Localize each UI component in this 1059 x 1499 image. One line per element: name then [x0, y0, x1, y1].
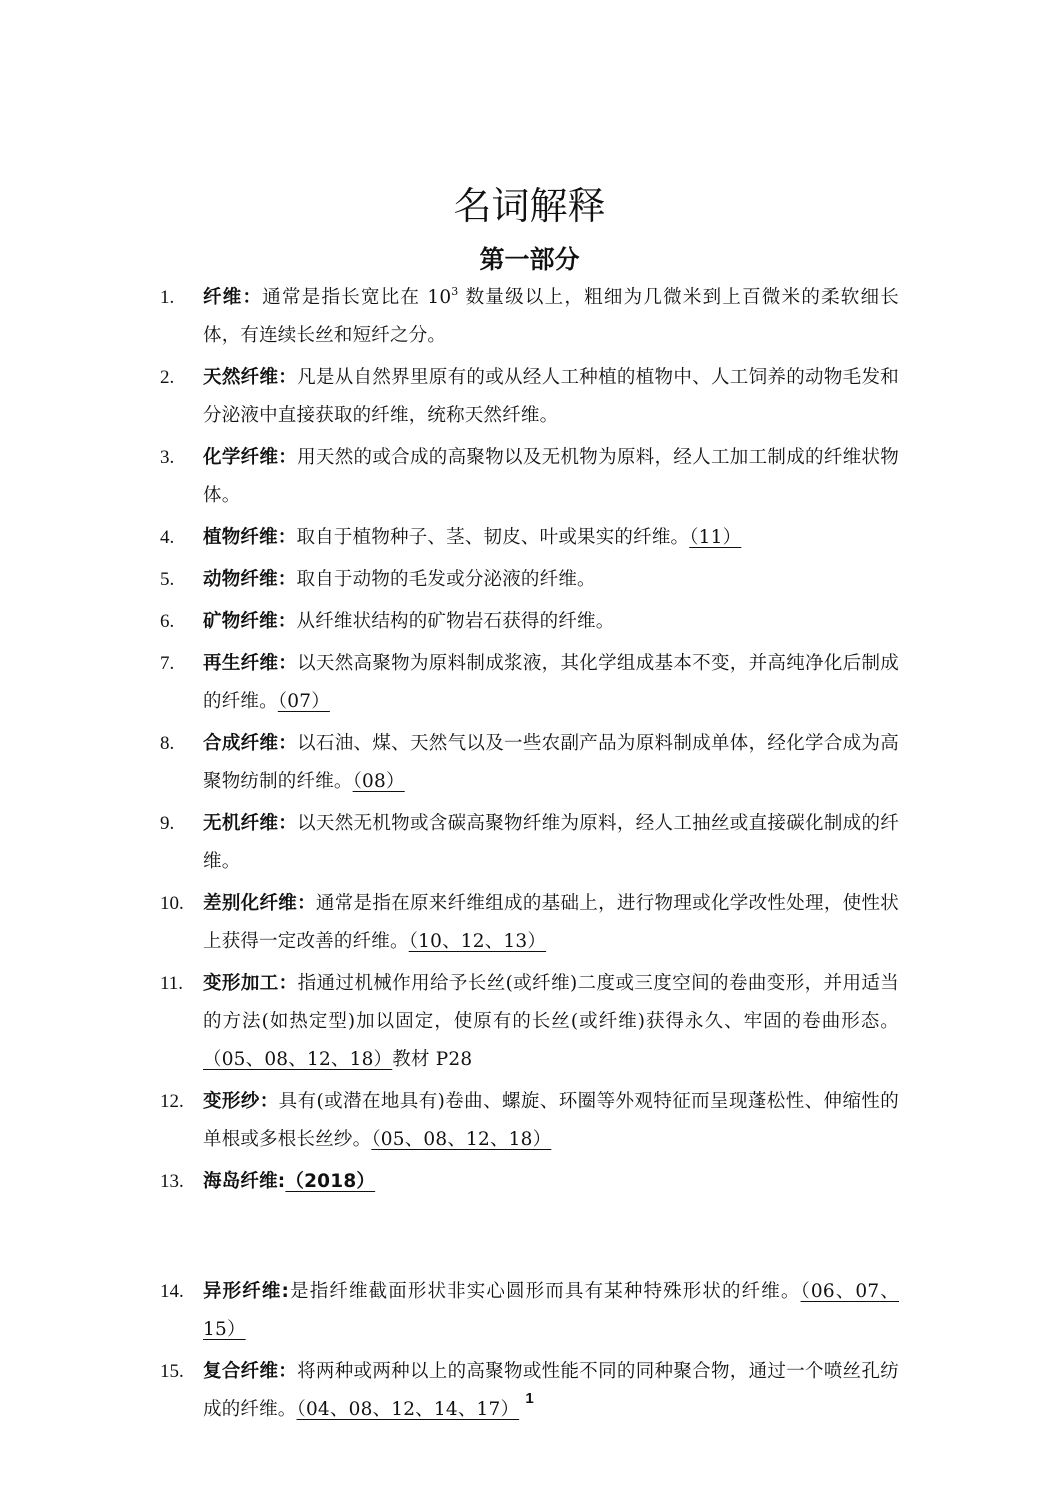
item-number: 6.	[160, 611, 175, 632]
list-item	[0, 439, 899, 515]
item-term: 再生纤维：	[203, 653, 298, 674]
exam-year-ref: （05、08、12、18）	[371, 1129, 552, 1150]
item-term: 复合纤维：	[203, 1361, 298, 1382]
exam-year-ref: （08）	[352, 771, 405, 792]
list-item	[0, 805, 899, 881]
item-number: 12.	[160, 1091, 184, 1112]
exam-year-ref: （2018）	[285, 1171, 376, 1192]
item-number: 4.	[160, 527, 175, 548]
item-body: 具有(或潜在地具有)卷曲、螺旋、环圈等外观特征而呈现蓬松性、伸缩性的单根或多根长丝纱。	[203, 1091, 899, 1150]
exam-year-ref: （11）	[689, 527, 742, 548]
list-item	[0, 603, 899, 641]
item-body: 取自于植物种子、茎、韧皮、叶或果实的纤维。	[296, 527, 690, 548]
list-item	[0, 359, 899, 435]
item-text	[203, 359, 899, 435]
item-body: 用天然的或合成的高聚物以及无机物为原料，经人工加工制成的纤维状物体。	[203, 447, 899, 506]
page-number: 1	[525, 1390, 534, 1407]
item-body: 是指纤维截面形状非实心圆形而具有某种特殊形状的纤维。	[289, 1281, 801, 1302]
item-body: 数量级以上，粗细为几微米到上百微米的柔软细长体，有连续长丝和短纤之分。	[203, 287, 900, 346]
item-text	[203, 603, 899, 641]
item-text	[203, 561, 899, 599]
list-item	[0, 279, 899, 355]
item-text	[203, 645, 899, 721]
item-body: 通常是指长宽比在 10	[262, 287, 452, 308]
item-term: 差别化纤维：	[203, 893, 316, 914]
list-item	[0, 645, 899, 721]
superscript: 3	[451, 285, 459, 298]
blank-space	[0, 1205, 1059, 1273]
item-term: 海岛纤维:	[203, 1171, 286, 1192]
item-body: 以石油、煤、天然气以及一些农副产品为原料制成单体，经化学合成为高聚物纺制的纤维。	[203, 733, 899, 792]
item-number: 5.	[160, 569, 175, 590]
item-body: 通常是指在原来纤维组成的基础上，进行物理或化学改性处理，使性状上获得一定改善的纤维。	[203, 893, 900, 952]
item-term: 动物纤维：	[203, 569, 297, 590]
item-term: 无机纤维：	[203, 813, 298, 834]
item-number: 10.	[160, 893, 184, 914]
item-text	[203, 1163, 899, 1201]
item-number: 11.	[160, 973, 184, 994]
item-text	[203, 805, 899, 881]
term-list	[0, 279, 1059, 1433]
item-body: 取自于动物的毛发或分泌液的纤维。	[296, 569, 596, 590]
item-term: 植物纤维：	[203, 527, 297, 548]
item-term: 异形纤维:	[203, 1281, 290, 1302]
item-term: 变形加工：	[203, 973, 298, 994]
exam-year-ref: （07）	[277, 691, 330, 712]
item-text	[203, 1273, 899, 1349]
item-text	[203, 1083, 899, 1159]
item-text	[203, 725, 899, 801]
page-title: 名词解释	[453, 184, 606, 228]
list-item	[0, 1273, 899, 1349]
section-heading: 第一部分	[479, 245, 580, 274]
item-text	[203, 885, 899, 961]
item-term: 化学纤维：	[203, 447, 298, 468]
item-term: 纤维：	[203, 287, 263, 308]
list-item	[0, 519, 899, 557]
item-body: 指通过机械作用给予长丝(或纤维)二度或三度空间的卷曲变形，并用适当的方法(如热定型)加以固定，使原有的长丝(或纤维)获得永久、牢固的卷曲形态。	[203, 973, 899, 1032]
item-number: 8.	[160, 733, 175, 754]
exam-year-ref: （05、08、12、18）	[203, 1049, 393, 1070]
item-body: 以天然高聚物为原料制成浆液，其化学组成基本不变，并高纯净化后制成的纤维。	[203, 653, 899, 712]
list-item	[0, 561, 899, 599]
item-number: 13.	[160, 1171, 184, 1192]
list-item	[0, 1083, 899, 1159]
list-item	[0, 1163, 899, 1201]
item-number: 15.	[160, 1361, 184, 1382]
item-text	[203, 965, 899, 1079]
list-item	[0, 725, 899, 801]
item-number: 9.	[160, 813, 175, 834]
item-number: 14.	[160, 1281, 184, 1302]
item-term: 变形纱：	[203, 1091, 279, 1112]
list-item	[0, 965, 899, 1079]
list-item	[0, 885, 899, 961]
item-term: 天然纤维：	[203, 367, 298, 388]
item-number: 1.	[160, 287, 175, 308]
item-number: 2.	[160, 367, 175, 388]
item-text	[203, 279, 899, 355]
item-term: 合成纤维：	[203, 733, 298, 754]
item-number: 3.	[160, 447, 175, 468]
exam-year-ref: （10、12、13）	[408, 931, 547, 952]
item-body: 将两种或两种以上的高聚物或性能不同的同种聚合物，通过一个喷丝孔纺成的纤维。	[203, 1361, 899, 1420]
exam-year-ref: （04、08、12、14、17）	[296, 1399, 520, 1420]
item-text	[203, 519, 899, 557]
item-term: 矿物纤维：	[203, 611, 297, 632]
textbook-ref: 教材 P28	[392, 1049, 473, 1070]
item-body: 以天然无机物或含碳高聚物纤维为原料，经人工抽丝或直接碳化制成的纤维。	[203, 813, 899, 872]
item-text	[203, 439, 899, 515]
exam-year-ref: （06、07、15）	[203, 1281, 900, 1340]
item-body: 凡是从自然界里原有的或从经人工种植的植物中、人工饲养的动物毛发和分泌液中直接获取的纤维，统称天然纤维。	[203, 367, 899, 426]
item-body: 从纤维状结构的矿物岩石获得的纤维。	[296, 611, 615, 632]
item-number: 7.	[160, 653, 175, 674]
